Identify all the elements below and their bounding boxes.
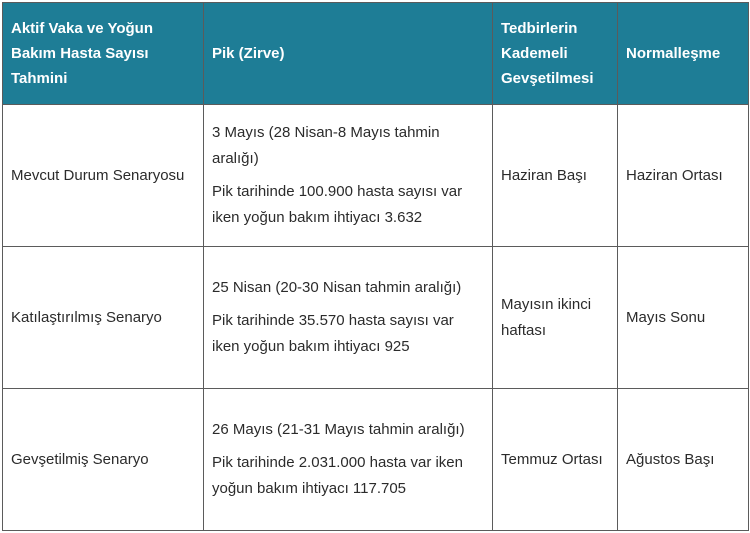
- normalization-cell: Mayıs Sonu: [618, 247, 749, 389]
- header-relaxation: Tedbirlerin Kademeli Gevşetilmesi: [493, 3, 618, 105]
- scenario-cell: Katılaştırılmış Senaryo: [3, 247, 204, 389]
- peak-date: 26 Mayıs (21-31 Mayıs tahmin aralığı): [212, 421, 465, 438]
- scenario-cell: Mevcut Durum Senaryosu: [3, 105, 204, 247]
- peak-detail: Pik tarihinde 35.570 hasta sayısı var iken yoğun bakım ihtiyacı 925: [212, 312, 454, 355]
- peak-detail: Pik tarihinde 2.031.000 hasta var iken yoğun bakım ihtiyacı 117.705: [212, 454, 463, 497]
- table-row: [3, 105, 749, 247]
- forecast-table: [2, 2, 749, 531]
- peak-detail: Pik tarihinde 100.900 hasta sayısı var iken yoğun bakım ihtiyacı 3.632: [212, 183, 463, 226]
- header-row: [3, 3, 749, 105]
- table-row: [3, 247, 749, 389]
- header-scenario: Aktif Vaka ve Yoğun Bakım Hasta Sayısı Tahmini: [3, 3, 204, 105]
- peak-cell: [204, 247, 493, 389]
- relaxation-cell: Mayısın ikinci haftası: [493, 247, 618, 389]
- table-row: [3, 389, 749, 531]
- scenario-cell: Gevşetilmiş Senaryo: [3, 389, 204, 531]
- relaxation-cell: Temmuz Ortası: [493, 389, 618, 531]
- peak-cell: [204, 105, 493, 247]
- normalization-cell: Ağustos Başı: [618, 389, 749, 531]
- header-normalization: Normalleşme: [618, 3, 749, 105]
- header-peak: Pik (Zirve): [204, 3, 493, 105]
- peak-date: 25 Nisan (20-30 Nisan tahmin aralığı): [212, 279, 462, 296]
- normalization-cell: Haziran Ortası: [618, 105, 749, 247]
- peak-cell: [204, 389, 493, 531]
- peak-date: 3 Mayıs (28 Nisan-8 Mayıs tahmin aralığı): [212, 124, 440, 167]
- relaxation-cell: Haziran Başı: [493, 105, 618, 247]
